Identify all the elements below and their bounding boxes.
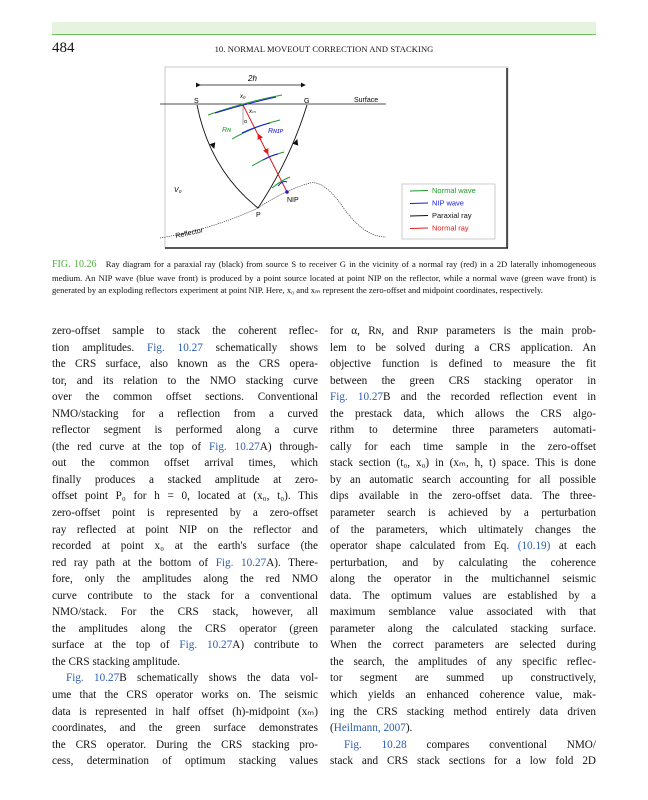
- caption-label: FIG. 10.26: [52, 259, 97, 270]
- text-segment: the CRS stacking amplitude.: [52, 655, 181, 668]
- text-line: [52, 604, 318, 621]
- text-segment: zero-offset point is represented by a zero-offset: [52, 507, 318, 520]
- text-line: [330, 571, 596, 588]
- text-segment: tor, and its relation to the NMO stacking curve: [52, 374, 318, 387]
- text-segment: cally for each time sample in the zero-offset: [330, 440, 596, 453]
- text-line: [52, 406, 318, 423]
- text-line: [330, 654, 596, 671]
- text-segment: recorded at point x₀ at the earth's surface (the: [52, 540, 318, 553]
- text-segment: schematically shows: [202, 341, 319, 354]
- cross-reference-link[interactable]: (10.19): [517, 540, 551, 553]
- page-number: 484: [52, 40, 75, 56]
- text-line: [52, 737, 318, 754]
- text-line: [52, 356, 318, 373]
- text-segment: stack section (t₀, x₀) in (xₘ, h, t) space. This is done: [330, 457, 596, 470]
- text-segment: When the correct parameters are selected during: [330, 639, 596, 652]
- text-line: [330, 753, 596, 770]
- text-line: [52, 340, 318, 357]
- text-segment: (the red curve at the top of: [52, 440, 209, 453]
- text-line: [52, 571, 318, 588]
- cross-reference-link[interactable]: Fig. 10.27: [147, 341, 203, 354]
- cross-reference-link[interactable]: Fig. 10.27: [66, 672, 120, 685]
- text-line: [330, 687, 596, 704]
- text-line: [52, 472, 318, 489]
- text-segment: perturbation, and by calculating the coherence: [330, 556, 596, 569]
- text-segment: over the common offset sections. Conventional: [52, 391, 318, 404]
- running-title: 10. NORMAL MOVEOUT CORRECTION AND STACKING: [214, 44, 434, 54]
- label-g: G: [304, 98, 310, 105]
- text-line: [52, 505, 318, 522]
- label-x0: x₀: [240, 94, 246, 100]
- text-line: [52, 555, 318, 572]
- text-segment: tor segment are summed up constructively,: [330, 672, 596, 685]
- legend-label: Normal wave: [432, 186, 476, 195]
- legend-label: Normal ray: [432, 223, 469, 233]
- text-segment: maximum semblance value associated with that: [330, 606, 596, 619]
- legend-label: Paraxial ray: [432, 211, 472, 220]
- text-line: [330, 737, 596, 754]
- text-line: [330, 488, 596, 505]
- text-segment: offset point P₀ for h = 0, located at (x₀, t₀). This: [52, 490, 318, 503]
- text-segment: of the parameters, which ultimately changes the: [330, 523, 596, 536]
- legend-label: NIP wave: [432, 198, 464, 208]
- text-segment: which yields an enhanced coherence value, mak-: [330, 689, 596, 702]
- text-segment: ray reflected at point NIP on the reflector and: [52, 523, 318, 536]
- text-line: [52, 621, 318, 638]
- text-segment: objective function is defined to measure the fit: [330, 358, 596, 371]
- label-2h: 2h: [248, 74, 257, 83]
- text-segment: the prestack data, which allows the CRS algo-: [330, 407, 596, 420]
- left-column: [52, 323, 318, 770]
- cross-reference-link[interactable]: Fig. 10.28: [344, 738, 407, 751]
- text-line: [330, 604, 596, 621]
- text-segment: by an automatic search accounting for all possible: [330, 473, 596, 486]
- text-line: [52, 654, 318, 671]
- text-segment: NMO/stacking for a reflection from a curved: [52, 407, 318, 420]
- text-line: [330, 621, 596, 638]
- label-xm: xₘ: [249, 109, 256, 115]
- text-line: [330, 373, 596, 390]
- text-line: [330, 323, 596, 340]
- text-segment: fore, only the amplitudes along the red NMO: [52, 573, 318, 586]
- text-segment: finally produces a stacked amplitude at zero-: [52, 473, 318, 486]
- text-line: [52, 422, 318, 439]
- nip-point: [285, 190, 289, 194]
- text-line: [330, 406, 596, 423]
- text-segment: the CRS surface, also known as the CRS opera-: [52, 358, 318, 371]
- text-line: [52, 637, 318, 654]
- text-segment: zero-offset sample to stack the coherent reflec-: [52, 325, 318, 337]
- text-segment: B schematically shows the data vol-: [119, 672, 318, 685]
- text-line: [330, 422, 596, 439]
- text-line: [52, 588, 318, 605]
- caption-text: Ray diagram for a paraxial ray (black) from source S to receiver G in the vicinity of a normal ray (red) in a 2D laterally inhomogeneous medium. An NIP wave (blue wave front) is produced by a point source located at point NIP on the reflector, while a normal wave (green wave front) is generated by an exploding reflectors experiment at point NIP. Here, x₀ and xₘ represent the zero-offset and midpoint coordinates, respectively.: [52, 259, 596, 295]
- text-line: [52, 323, 318, 340]
- text-line: [52, 704, 318, 721]
- text-segment: data is represented in half offset (h)-midpoint (xₘ): [52, 705, 318, 718]
- text-line: [330, 472, 596, 489]
- text-segment: A) contribute to: [232, 639, 318, 652]
- text-line: [330, 340, 596, 357]
- text-line: [330, 720, 596, 737]
- label-surface: Surface: [354, 97, 379, 104]
- text-segment: B and the recorded reflection event in: [383, 391, 596, 404]
- text-segment: ume that the CRS operator works on. The seismic: [52, 689, 318, 702]
- text-segment: ).: [405, 722, 413, 735]
- text-line: [52, 687, 318, 704]
- figure-caption: [52, 258, 596, 297]
- text-line: [52, 670, 318, 687]
- text-segment: lem to be solved during a CRS application. An: [330, 341, 596, 354]
- text-line: [330, 505, 596, 522]
- text-line: [330, 439, 596, 456]
- label-v0: V₀: [174, 187, 182, 194]
- text-segment: between the green CRS stacking operator in: [330, 374, 596, 387]
- cross-reference-link[interactable]: Fig. 10.27: [209, 440, 260, 453]
- text-segment: surface at the top of: [52, 639, 180, 652]
- text-segment: the search, the amplitudes of any specific reflec-: [330, 655, 596, 668]
- text-segment: the CRS operator. During the CRS stacking pro-: [52, 738, 318, 751]
- text-segment: stack and CRS stack sections for a low fold 2D: [330, 755, 596, 768]
- cross-reference-link[interactable]: Fig. 10.27: [215, 556, 267, 569]
- legend-swatch: [410, 191, 428, 192]
- text-segment: (: [330, 722, 334, 735]
- right-column: [330, 323, 596, 770]
- text-line: [330, 538, 596, 555]
- text-segment: ing the CRS stacking method entirely data driven: [330, 705, 596, 718]
- text-segment: NMO/stack. For the CRS stack, however, all: [52, 606, 318, 619]
- text-line: [330, 555, 596, 572]
- text-segment: operator shape calculated from Eq.: [330, 540, 518, 553]
- text-line: [52, 439, 318, 456]
- text-line: [330, 588, 596, 605]
- text-segment: tion amplitudes.: [52, 341, 148, 354]
- label-reflector: Reflector: [174, 227, 204, 240]
- text-line: [330, 389, 596, 406]
- cross-reference-link[interactable]: Fig. 10.27: [179, 639, 233, 652]
- label-nip: NIP: [287, 197, 299, 204]
- text-segment: at each: [550, 540, 596, 553]
- text-line: [330, 670, 596, 687]
- text-segment: for α, Rɴ, and Rɴɪᴘ parameters is the main prob-: [330, 325, 596, 337]
- text-segment: compares conventional NMO/: [406, 738, 596, 751]
- label-rnip: Rɴɪᴘ: [268, 128, 284, 135]
- legend-swatch: [410, 228, 428, 229]
- text-segment: out the common offset arrival times, which: [52, 457, 318, 470]
- text-segment: data. The optimum values are established by a: [330, 589, 596, 602]
- text-line: [330, 455, 596, 472]
- text-segment: A) through-: [259, 440, 318, 453]
- text-line: [330, 522, 596, 539]
- text-segment: parameter along the calculated stacking surface.: [330, 622, 596, 635]
- label-alpha: α: [244, 119, 247, 125]
- text-line: [52, 455, 318, 472]
- text-segment: curve contribute to the stack for a conventional: [52, 589, 318, 602]
- text-segment: rithm to determine three parameters automati-: [330, 424, 596, 437]
- text-segment: coordinates, and the green surface demonstrates: [52, 722, 318, 735]
- text-line: [52, 753, 318, 770]
- cross-reference-link[interactable]: Fig. 10.27: [330, 391, 384, 404]
- text-line: [330, 704, 596, 721]
- text-segment: the amplitudes along the CRS operator (green: [52, 622, 318, 635]
- text-segment: cess, determination of optimum stacking values: [52, 755, 318, 768]
- text-segment: dips available in the zero-offset data. The three-: [330, 490, 596, 503]
- label-p: P: [256, 212, 261, 219]
- text-line: [52, 522, 318, 539]
- text-line: [52, 720, 318, 737]
- text-line: [52, 488, 318, 505]
- text-line: [330, 637, 596, 654]
- text-segment: reflector segment is performed along a curve: [52, 424, 318, 437]
- text-line: [52, 538, 318, 555]
- text-segment: along the operator in the multichannel seismic: [330, 573, 596, 586]
- label-s: S: [194, 98, 199, 105]
- cross-reference-link[interactable]: Heilmann, 2007: [333, 722, 406, 735]
- text-line: [52, 373, 318, 390]
- text-line: [330, 356, 596, 373]
- text-segment: red ray path at the bottom of: [52, 556, 216, 569]
- text-segment: parameter search is achieved by a perturbation: [330, 507, 596, 520]
- text-segment: A). There-: [266, 556, 318, 569]
- label-rn: Rɴ: [222, 127, 232, 134]
- figure-ray-diagram: [160, 40, 520, 252]
- header-bar: [52, 22, 596, 35]
- legend-swatch: [410, 203, 428, 204]
- legend-swatch: [410, 216, 428, 217]
- text-line: [52, 389, 318, 406]
